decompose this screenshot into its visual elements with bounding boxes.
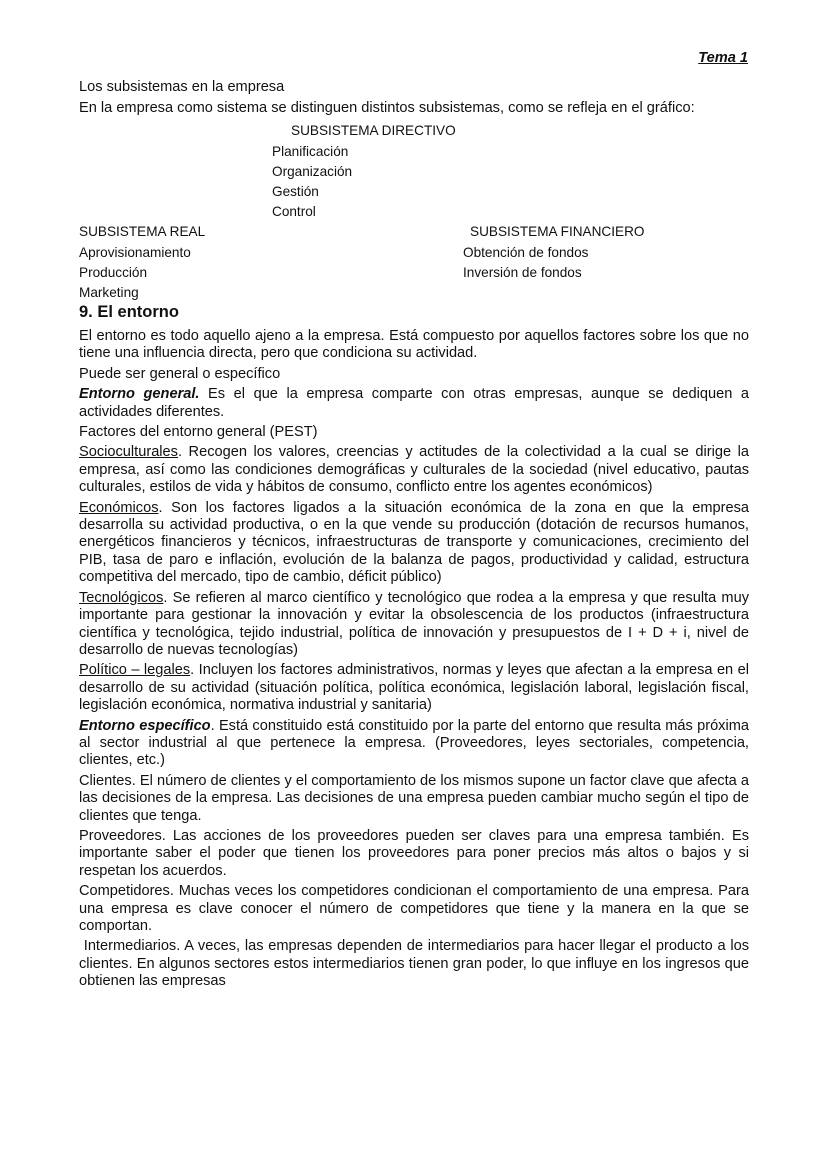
real-item: Producción: [79, 265, 148, 280]
tecnologicos-text: . Se refieren al marco científico y tecnológico que rodea a la empresa y que resulta muy importante para gestionar la innovación y evitar la obsolescencia de los productos (infraestructura científica y tecnológica, tejido industrial, política de innovación y presupuestos de I + D + i, nivel de desarrollo de nuevas tecnologías): [79, 589, 749, 658]
financiero-title: SUBSISTEMA FINANCIERO: [470, 224, 645, 239]
paragraph: El entorno es todo aquello ajeno a la empresa. Está compuesto por aquellos factores sobre los que no tiene una influencia directa, pero que condiciona su actividad.: [79, 328, 749, 362]
directivo-item: Planificación: [272, 144, 349, 159]
real-item: Aprovisionamiento: [79, 245, 191, 260]
tecnologicos-term: Tecnológicos: [79, 589, 164, 606]
clientes-paragraph: Clientes. El número de clientes y el comportamiento de los mismos supone un factor clave que afecta a las decisiones de la empresa. Las decisiones de una empresa pueden cambiar mucho según el tipo de clientes que tenga.: [79, 772, 749, 824]
financiero-item: Inversión de fondos: [463, 265, 582, 280]
entorno-general-term: Entorno general.: [79, 386, 200, 403]
economicos-paragraph: [79, 500, 749, 587]
economicos-text: . Son los factores ligados a la situación económica de la zona en que la empresa desarrolla su actividad productiva, o en la que vende su producción (dotación de recursos humanos, energéticos financieros y técnicos, infraestructuras de transporte y comunicaciones, crecimiento del PIB, tasa de paro e inflación, evolución de la balanza de pagos, productividad y calidad, estructura competitiva del mercado, tipo de cambio, déficit público): [79, 499, 749, 586]
intro-text: En la empresa como sistema se distinguen distintos subsistemas, como se refleja en el gráfico:: [79, 100, 695, 116]
financiero-item: Obtención de fondos: [463, 245, 589, 260]
economicos-term: Económicos: [79, 499, 159, 516]
page-header: Tema 1: [698, 50, 748, 66]
intermediarios-paragraph: Intermediarios. A veces, las empresas dependen de intermediarios para hacer llegar el producto a los clientes. En algunos sectores estos intermediarios tienen gran poder, lo que influye en los ingresos que obtienen las empresas: [79, 938, 754, 990]
paragraph: Puede ser general o específico: [79, 365, 281, 382]
intro-title: Los subsistemas en la empresa: [79, 79, 285, 95]
proveedores-paragraph: Proveedores. Las acciones de los proveedores pueden ser claves para una empresa también. Es importante saber el poder que tienen los proveedores para poner precios más altos o bajos y si respetan los acuerdos.: [79, 827, 749, 879]
socioculturales-text: . Recogen los valores, creencias y actitudes de la colectividad a la cual se dirige la empresa, así como las condiciones demográficas y culturales de la sociedad (nivel educativo, pautas culturales, estilos de vida y hábitos de consumo, conflicto entre los agentes económicos): [79, 444, 749, 496]
entorno-general-text: Es el que la empresa comparte con otras empresas, aunque se dediquen a actividades diferentes.: [79, 386, 749, 420]
directivo-title: SUBSISTEMA DIRECTIVO: [291, 123, 456, 138]
directivo-item: Gestión: [272, 184, 319, 199]
politico-legales-text: . Incluyen los factores administrativos, normas y leyes que afectan a la empresa en el desarrollo de su actividad (situación política, política económica, legislación laboral, legislación fiscal, legislación económica, normativa industrial y sanitaria): [79, 662, 749, 714]
entorno-especifico-paragraph: [79, 718, 749, 770]
directivo-item: Organización: [272, 164, 353, 179]
pest-title: Factores del entorno general (PEST): [79, 424, 318, 441]
real-item: Marketing: [79, 285, 139, 300]
real-title: SUBSISTEMA REAL: [79, 224, 206, 239]
directivo-item: Control: [272, 204, 316, 219]
socioculturales-term: Socioculturales: [79, 444, 178, 461]
tecnologicos-paragraph: [79, 590, 749, 660]
politico-legales-paragraph: [79, 662, 749, 714]
entorno-especifico-text: . Está constituido está constituido por la parte del entorno que resulta más próxima al sector industrial al que pertenece la empresa. (Proveedores, leyes sectoriales, competencia, clientes, etc.): [79, 717, 749, 769]
section-body: [79, 328, 754, 991]
entorno-general-paragraph: [79, 386, 749, 421]
entorno-especifico-term: Entorno específico: [79, 717, 211, 734]
socioculturales-paragraph: [79, 444, 749, 496]
politico-legales-term: Político – legales: [79, 662, 191, 679]
section-heading: 9. El entorno: [79, 303, 179, 321]
competidores-paragraph: Competidores. Muchas veces los competidores condicionan el comportamiento de una empresa. Para una empresa es clave conocer el número de competidores que tiene y la manera en la que se comportan.: [79, 883, 749, 934]
